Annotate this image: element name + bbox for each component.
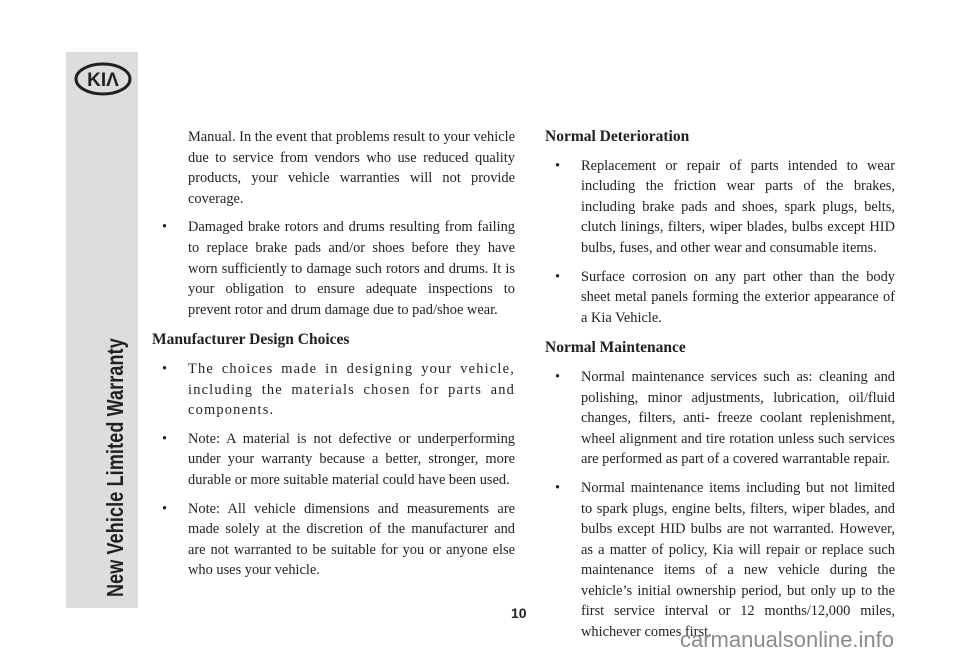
list-item: • Note: A material is not defective or underperforming under your warranty because a better, stronger, more durable or more suitable material could have been used.: [162, 430, 515, 488]
list-item: • Surface corrosion on any part other than the body sheet metal panels forming the exterior appearance of a Kia Vehicle.: [555, 268, 895, 326]
list-item: • Note: All vehicle dimensions and measurements are made solely at the discretion of the manufacturer and are not warranted to be suitable for you or anyone else who uses your vehicle.: [162, 500, 515, 579]
continued-paragraph: Manual. In the event that problems result to your vehicle due to service from vendors who use reduced quality products, your vehicle warranties will not provide coverage.: [188, 129, 515, 207]
watermark: carmanualsonline.info: [680, 627, 895, 652]
kia-logo: [74, 61, 132, 97]
list-item: • Replacement or repair of parts intended to wear including the friction wear parts of the brakes, including brake pads and shoes, spark plugs, belts, clutch linings, filters, wiper blades, bulbs except HID bulbs, fuses, and other wear and consumable items.: [555, 157, 895, 256]
svg-text:KIΛ: KIΛ: [87, 70, 119, 91]
list-item: • The choices made in designing your vehicle, including the materials chosen for parts and components.: [162, 360, 515, 419]
left-column: [152, 127, 515, 581]
section-heading: Manufacturer Design Choices: [152, 331, 350, 349]
right-column: [545, 127, 895, 643]
section-heading: Normal Deterioration: [545, 128, 690, 145]
section-heading: Normal Maintenance: [545, 339, 686, 357]
vertical-title: New Vehicle Limited Warranty: [102, 338, 128, 597]
sidebar: [66, 52, 138, 608]
list-item: • Normal maintenance services such as: cleaning and polishing, minor adjustments, lubrication, oil/fluid changes, filters, anti- freeze coolant replenishment, wheel alignment and tire rotation unless such services are performed as part of a covered warrantable repair.: [555, 368, 895, 468]
list-item: • Damaged brake rotors and drums resulting from failing to replace brake pads and/or shoes before they have worn sufficiently to damage such rotors and drums. It is your obligation to ensure adequate inspections to prevent rotor and drum damage due to pad/shoe wear.: [162, 219, 515, 318]
list-item: • Normal maintenance items including but not limited to spark plugs, engine belts, filters, wiper blades, and bulbs except HID bulbs are not warranted. However, as a matter of policy, Kia will repair or replace such maintenance items of a new vehicle during the vehicle’s initial ownership period, but only up to the first service interval or 12 months/12,000 miles, whichever comes first.: [555, 479, 895, 641]
page-number: 10: [511, 605, 527, 621]
